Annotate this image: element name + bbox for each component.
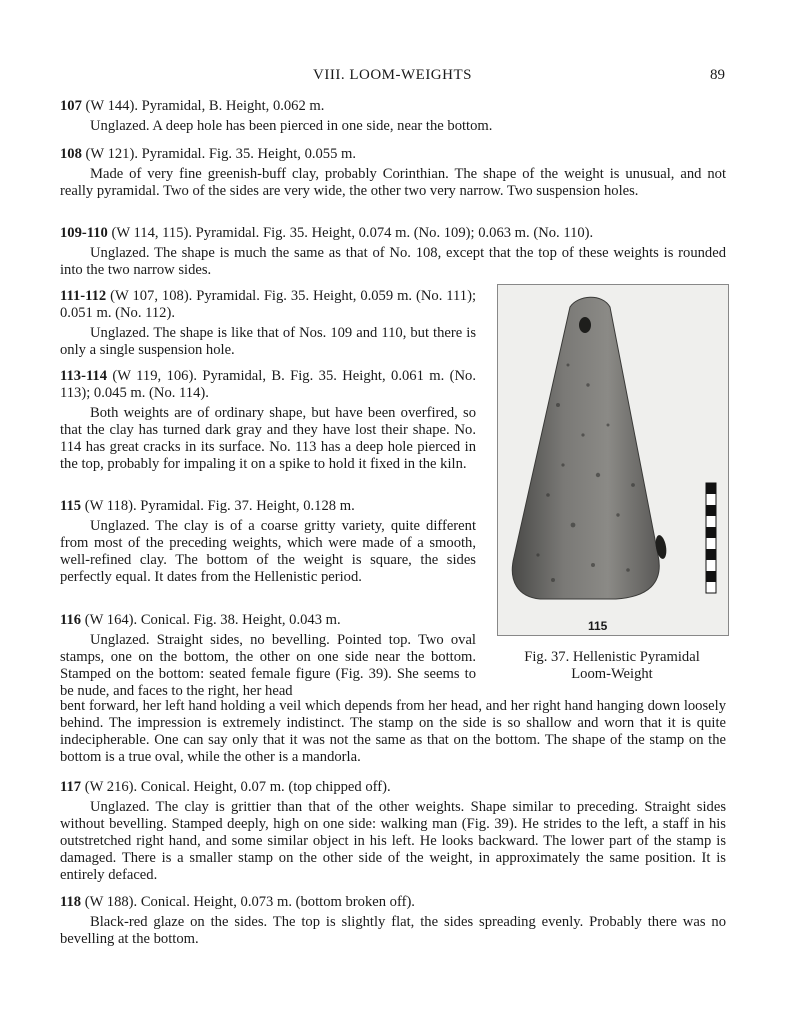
entry-description: Unglazed. The shape is like that of Nos. 109 and 110, but there is only a single suspension hole. [60,325,476,358]
catalog-entry-109-110 [60,225,726,279]
running-title: VIII. LOOM-WEIGHTS [313,67,472,83]
entry-description: Made of very fine greenish-buff clay, probably Corinthian. The shape of the weight is unusual, and not really pyramidal. Two of the sides are very wide, the other two very narrow. Two suspension holes. [60,166,726,199]
entry-description: Unglazed. The shape is much the same as that of No. 108, except that the top of these weights is rounded into the two narrow sides. [60,245,726,278]
catalog-entry-111-112 [60,288,476,359]
catalog-entry-115 [60,498,476,586]
entry-description-part1: Unglazed. Straight sides, no bevelling. Pointed top. Two oval stamps, one on the bottom, the other on one side near the bottom. Stamped on the bottom: seated female figure (Fig. 39). She seems to be nude, and faces to the right, her head [60,632,476,699]
scale-bar [706,483,716,593]
catalog-entry-113-114 [60,368,476,473]
catalog-entry-108 [60,146,726,200]
catalog-entry-116-continued [60,698,726,766]
running-header [60,67,725,85]
entry-head-text: (W 216). Conical. Height, 0.07 m. (top chipped off). [84,779,391,795]
entry-heading [60,225,726,242]
entry-description-part2: bent forward, her left hand holding a veil which depends from her head, and her right hand hanging down loosely behind. The impression is extremely indistinct. The stamp on the side is so shallow and worn that it is quite indecipherable. One can say only that it was not the same as that on the bottom. The shape of the stamp on the bottom is a true oval, while the other is a mandorla. [60,698,726,765]
entry-head-text: (W 118). Pyramidal. Fig. 37. Height, 0.128 m. [84,498,355,514]
entry-number: 117 [60,779,82,795]
entry-number: 115 [60,498,82,514]
suspension-hole [579,317,591,333]
entry-head-text: (W 188). Conical. Height, 0.073 m. (bottom broken off). [84,894,415,910]
entry-head-text: (W 164). Conical. Fig. 38. Height, 0.043 m. [84,612,341,628]
figure-caption-line-2: Loom-Weight [571,666,653,682]
catalog-entry-117 [60,779,726,884]
entry-heading [60,146,726,163]
page-number: 89 [710,67,725,83]
entry-number: 116 [60,612,82,628]
catalog-entry-116 [60,612,476,700]
catalog-entry-118 [60,894,726,948]
entry-number: 111-112 [60,288,107,304]
entry-head-text: (W 107, 108). Pyramidal. Fig. 35. Height, 0.059 m. (No. 111); 0.051 m. (No. 112). [60,288,476,321]
figure-caption [497,649,727,683]
entry-heading [60,779,726,796]
figure-caption-line-1: Fig. 37. Hellenistic Pyramidal [524,649,700,665]
entry-number: 107 [60,98,82,114]
entry-heading [60,498,476,515]
entry-description: Both weights are of ordinary shape, but have been overfired, so that the clay has turned dark gray and they have lost their shape. No. 114 has great cracks in its surface. No. 113 has a deep hole pierced in the top, probably for impaling it on a spike to hold it fixed in the kiln. [60,405,476,472]
entry-number: 108 [60,146,82,162]
photo-label: 115 [588,619,608,633]
loom-weight-image [498,285,728,635]
entry-heading [60,612,476,629]
figure-37-photo [497,284,729,636]
entry-description: Unglazed. A deep hole has been pierced in one side, near the bottom. [90,118,493,134]
entry-head-text: (W 121). Pyramidal. Fig. 35. Height, 0.055 m. [85,146,357,162]
entry-heading [60,368,476,402]
entry-description: Black-red glaze on the sides. The top is slightly flat, the sides spreading evenly. Probably there was no bevelling at the bottom. [60,914,726,947]
entry-heading [60,288,476,322]
entry-head-text: (W 114, 115). Pyramidal. Fig. 35. Height, 0.074 m. (No. 109); 0.063 m. (No. 110). [111,225,594,241]
entry-number: 113-114 [60,368,108,384]
entry-description: Unglazed. The clay is of a coarse gritty variety, quite different from most of the preceding weights, which were made of a smooth, well-refined clay. The bottom of the weight is square, the sides perfectly equal. It dates from the Hellenistic period. [60,518,476,585]
entry-number: 118 [60,894,82,910]
entry-head-text: (W 119, 106). Pyramidal, B. Fig. 35. Height, 0.061 m. (No. 113); 0.045 m. (No. 114). [60,368,476,401]
catalog-entry-107 [60,98,726,135]
entry-number: 109-110 [60,225,108,241]
entry-head-text: (W 144). Pyramidal, B. Height, 0.062 m. [85,98,325,114]
entry-heading [60,98,726,115]
entry-heading [60,894,726,911]
entry-description: Unglazed. The clay is grittier than that of the other weights. Shape similar to preceding. Straight sides without bevelling. Stamped deeply, high on one side: walking man (Fig. 39). He strides to the left, a staff in his outstretched right hand, and some similar object in his left. He looks backward. The lower part of the stamp is damaged. There is a smaller stamp on the other side of the weight, in approximately the same position. It is entirely defaced. [60,799,726,883]
